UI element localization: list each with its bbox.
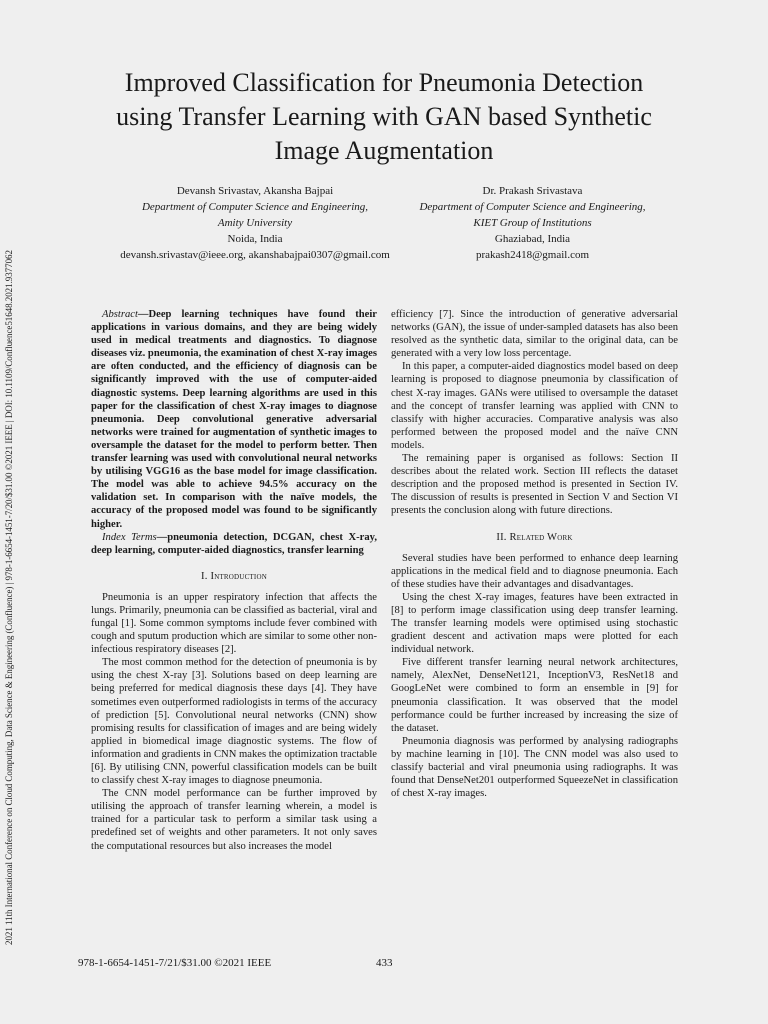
paragraph: The CNN model performance can be further improved by utilising the approach of transfer learning wherein, a model is trained for a particular task to perform a similar task using a predefined set of weights and other parameters. It not only saves the computational resources but also increases the model — [91, 788, 377, 852]
abstract-text: —Deep learning techniques have found their applications in various domains, and they are being widely used in medical treatments and diagnostics. To diagnose diseases viz. pneumonia, the examination of chest X-ray images are often conducted, and the efficiency of diagnosis can be significantly improved with the use of computer-aided diagnostic systems. Deep learning algorithms are used in this paper for the classification of chest X-ray images to diagnose pneumonia. Deep convolutional generative adversarial networks were trained for augmentation of synthetic images to oversample the dataset for the model to perform better. Then transfer learning was used with convolutional neural networks by utilising VGG16 as the base model for image classification. The model was able to achieve 94.5% accuracy on the validation set. In comparison with the naïve models, the accuracy of the proposed model was found to be significantly higher. — [91, 309, 377, 530]
author-institution: KIET Group of Institutions — [473, 217, 592, 229]
side-doi-text: 2021 11th International Conference on Cloud Computing, Data Science & Engineering (Confluence) | 978-1-6654-1451-7/20/$31.00 ©2021 IEEE | DOI: 10.1109/Confluence51648.2021.9377062 — [4, 250, 14, 945]
paragraph: In this paper, a computer-aided diagnostics model based on deep learning is proposed to diagnose pneumonia by classification of chest X-ray images. GANs were utilised to oversample the dataset and the concept of transfer learning was applied with CNN to classify with higher accuracies. Comparative analysis was also performed between the proposed model and the naïve CNN models. — [391, 361, 678, 451]
author-location: Noida, India — [227, 233, 283, 245]
author-block-1 — [100, 183, 410, 263]
paragraph: Several studies have been performed to enhance deep learning applications in the medical field and to diagnose pneumonia. Each of these studies have their advantages and disadvantages. — [391, 552, 678, 590]
index-terms-lead: Index Terms — [102, 531, 157, 543]
paragraph: efficiency [7]. Since the introduction of generative adversarial networks (GAN), the issue of under-sampled datasets has also been resolved as the synthetic data, similar to the original data, can be generated with a very low loss percentage. — [391, 309, 678, 360]
author-names: Dr. Prakash Srivastava — [482, 185, 583, 197]
paragraph: The remaining paper is organised as follows: Section II describes about the related work. Section III reflects the dataset description and the proposed method is presented in Section IV. The discussion of results is presented in Section V and Section VI presents the conclusion along with future directions. — [391, 453, 678, 517]
side-doi-note — [2, 105, 20, 945]
page-number: 433 — [376, 957, 393, 969]
index-terms-text: —pneumonia detection, DCGAN, chest X-ray, deep learning, computer-aided diagnostics, transfer learning — [91, 531, 377, 556]
author-location: Ghaziabad, India — [494, 233, 571, 245]
abstract-lead: Abstract — [102, 309, 138, 320]
section-heading-related-work: II. Related Work — [496, 531, 573, 543]
paragraph: Pneumonia is an upper respiratory infection that affects the lungs. Primarily, pneumonia can be classified as bacterial, viral and fungal [1]. Some common symptoms include fever combined with cough and sputum production which are similar to some other non-infectious respiratory diseases [2]. — [91, 591, 377, 656]
author-email: devansh.srivastav@ieee.org, akanshabajpai0307@gmail.com — [120, 249, 390, 261]
title-line-2: using Transfer Learning with GAN based Synthetic — [116, 102, 652, 131]
section-heading-introduction: I. Introduction — [201, 570, 267, 582]
paragraph: Pneumonia diagnosis was performed by analysing radiographs by machine learning in [10]. The CNN model was also used to classify bacterial and viral pneumonia using radiographs. It was found that DenseNet201 outperformed SqueezeNet in classification of chest X-ray images. — [391, 735, 678, 800]
title-line-1: Improved Classification for Pneumonia Detection — [124, 68, 644, 97]
author-names: Devansh Srivastav, Akansha Bajpai — [176, 185, 334, 197]
author-institution: Amity University — [217, 217, 293, 229]
title-line-3: Image Augmentation — [274, 136, 494, 165]
paragraph: Five different transfer learning neural network architectures, namely, AlexNet, DenseNet121, InceptionV3, ResNet18 and GoogLeNet were combined to form an ensemble in [9] for pneumonia classification. It was observed that the model performance could be further increased by increasing the size of the dataset. — [391, 657, 678, 734]
paragraph: The most common method for the detection of pneumonia is by using the chest X-ray [3]. Solutions based on deep learning are being preferred for medical diagnosis these days [4]. They have sometimes even outperformed radiologists in terms of the accuracy of prediction [5]. Convolutional neural networks (CNN) show promising results for classification of images and are being widely applied in biomedical image diagnostic systems. The flow of information and gradients in CNN makes the optimization tractable [6]. By utilising CNN, powerful classification models can be built to classify chest X-ray images to diagnose pneumonia. — [91, 657, 377, 787]
author-department: Department of Computer Science and Engineering, — [419, 201, 646, 213]
author-block-2 — [400, 183, 665, 263]
left-column — [91, 308, 377, 853]
abstract — [91, 308, 377, 531]
paragraph: Using the chest X-ray images, features have been extracted in [8] to perform image classification using deep transfer learning. The transfer learning models were optimised using stochastic gradient descent and activation maps were plotted for each individual network. — [391, 591, 678, 656]
author-department: Department of Computer Science and Engineering, — [141, 201, 369, 213]
author-email: prakash2418@gmail.com — [475, 249, 590, 261]
right-column — [391, 308, 678, 800]
index-terms — [91, 531, 377, 557]
paper-title — [70, 66, 698, 168]
footer-isbn: 978-1-6654-1451-7/21/$31.00 ©2021 IEEE — [78, 957, 272, 969]
